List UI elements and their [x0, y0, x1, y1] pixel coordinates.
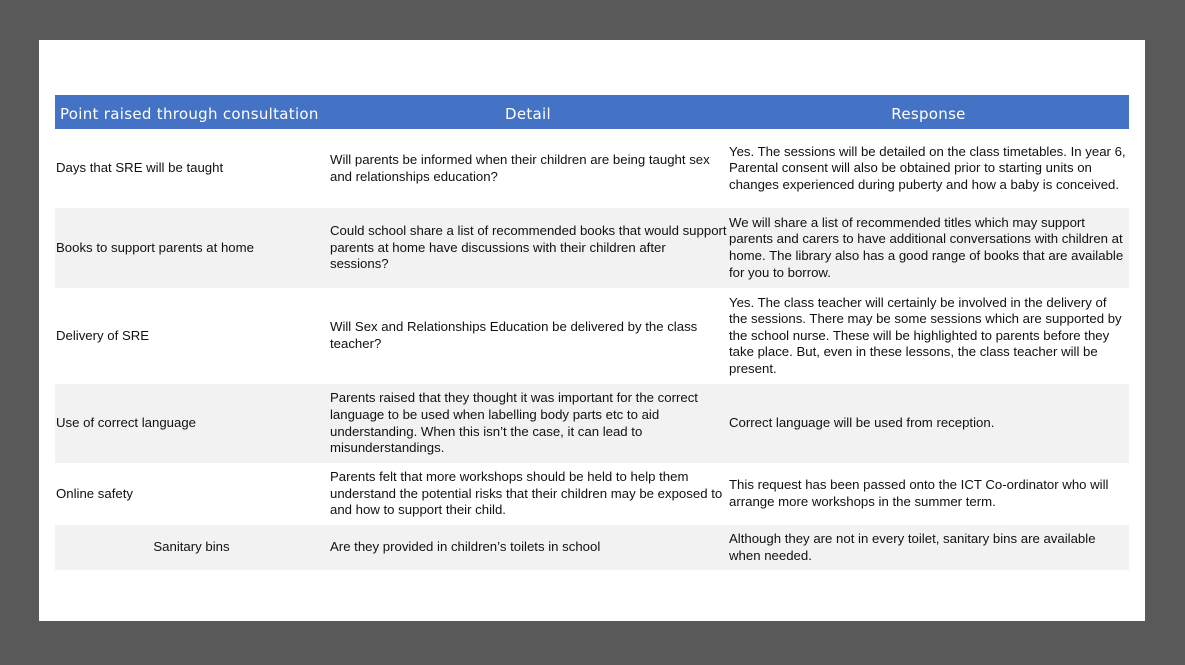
response-cell: Correct language will be used from reception.: [728, 384, 1129, 463]
response-cell: Yes. The sessions will be detailed on the class timetables. In year 6, Parental consent will also be obtained prior to starting units on changes experienced during puberty and how a baby is conceived.: [728, 129, 1129, 208]
topic-cell: Books to support parents at home: [55, 208, 328, 288]
response-cell: This request has been passed onto the ICT Co-ordinator who will arrange more workshops in the summer term.: [728, 463, 1129, 525]
response-cell: Although they are not in every toilet, sanitary bins are available when needed.: [728, 525, 1129, 570]
response-cell: We will share a list of recommended titles which may support parents and carers to have additional conversations with children at home. The library also has a good range of books that are available for you to borrow.: [728, 208, 1129, 288]
table-header-row: [55, 95, 1129, 129]
detail-cell: Parents felt that more workshops should be held to help them understand the potential risks that their children may be exposed to and how to support their child.: [328, 463, 728, 525]
detail-cell: Are they provided in children’s toilets in school: [328, 525, 728, 570]
header-response: Response: [728, 95, 1129, 129]
table-row: [55, 288, 1129, 384]
table-row: [55, 208, 1129, 288]
detail-cell: Will parents be informed when their children are being taught sex and relationships education?: [328, 129, 728, 208]
detail-cell: Will Sex and Relationships Education be delivered by the class teacher?: [328, 288, 728, 384]
header-detail: Detail: [328, 95, 728, 129]
topic-cell: Days that SRE will be taught: [55, 129, 328, 208]
header-point-raised: Point raised through consultation: [55, 95, 328, 129]
table-row: [55, 384, 1129, 463]
response-cell: Yes. The class teacher will certainly be involved in the delivery of the sessions. There may be some sessions which are supported by the school nurse. These will be highlighted to parents before they take place. But, even in these lessons, the class teacher will be present.: [728, 288, 1129, 384]
topic-cell: Online safety: [55, 463, 328, 525]
detail-cell: Parents raised that they thought it was important for the correct language to be used when labelling body parts etc to aid understanding. When this isn’t the case, it can lead to misunderstandings.: [328, 384, 728, 463]
consultation-table: [55, 95, 1129, 570]
topic-cell: Sanitary bins: [55, 525, 328, 570]
detail-cell: Could school share a list of recommended books that would support parents at home have discussions with their children after sessions?: [328, 208, 728, 288]
table-row: [55, 129, 1129, 208]
table-row: [55, 525, 1129, 570]
topic-cell: Use of correct language: [55, 384, 328, 463]
table-row: [55, 463, 1129, 525]
topic-cell: Delivery of SRE: [55, 288, 328, 384]
document-slide: [39, 40, 1145, 621]
